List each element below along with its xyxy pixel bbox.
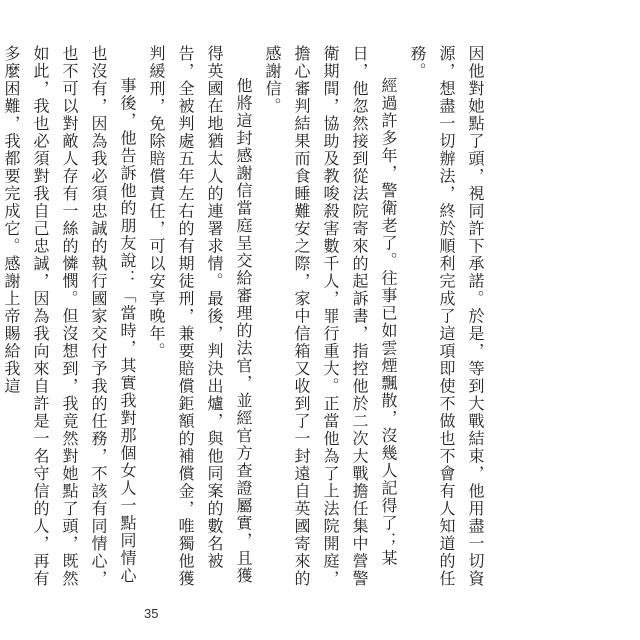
paragraph-4: 事後，他告訴他的朋友說：「當時，其實我對那個女人一點同情心也沒有，因為我必須忠誠的執行國家交付予我的任務，不該有同情心，也不可以對敵人存有一絲的憐憫。但沒想到，我竟然對她點了頭，既然如此，我也必須對我自己忠誠，因為我向來自許是一名守信的人，再有多麼困難，我都要完成它。感謝上帝賜給我這 (2, 45, 137, 588)
paragraph-1: 因他對她點了頭，視同許下承諾。於是，等到大戰結束，他用盡一切資源，想盡一切辦法，終於順利完成了這項即使不做也不會有人知道的任務。 (408, 45, 485, 588)
paragraph-3: 他將這封感謝信當庭呈交給審理的法官，並經官方查證屬實，且獲得英國在地猶太人的連署求情。最後，判決出爐，與他同案的數名被告，全被判處五年左右的有期徒刑，兼要賠償鉅額的補償金，唯獨他獲判緩刑，免除賠償責任，可以安享晚年。 (147, 45, 253, 588)
paragraph-2: 經過許多年，警衛老了。往事已如雲煙飄散，沒幾人記得了；某日，他忽然接到從法院寄來的起訴書，指控他於二次大戰擔任集中營警衛期間，協助及教唆殺害數千人，罪行重大。正當他為了上法院開庭，擔心審判結果而食睡難安之際，家中信箱又收到了一封遠自英國寄來的感謝信。 (263, 45, 398, 588)
body-text (0, 45, 490, 590)
page-number: 35 (144, 606, 159, 621)
